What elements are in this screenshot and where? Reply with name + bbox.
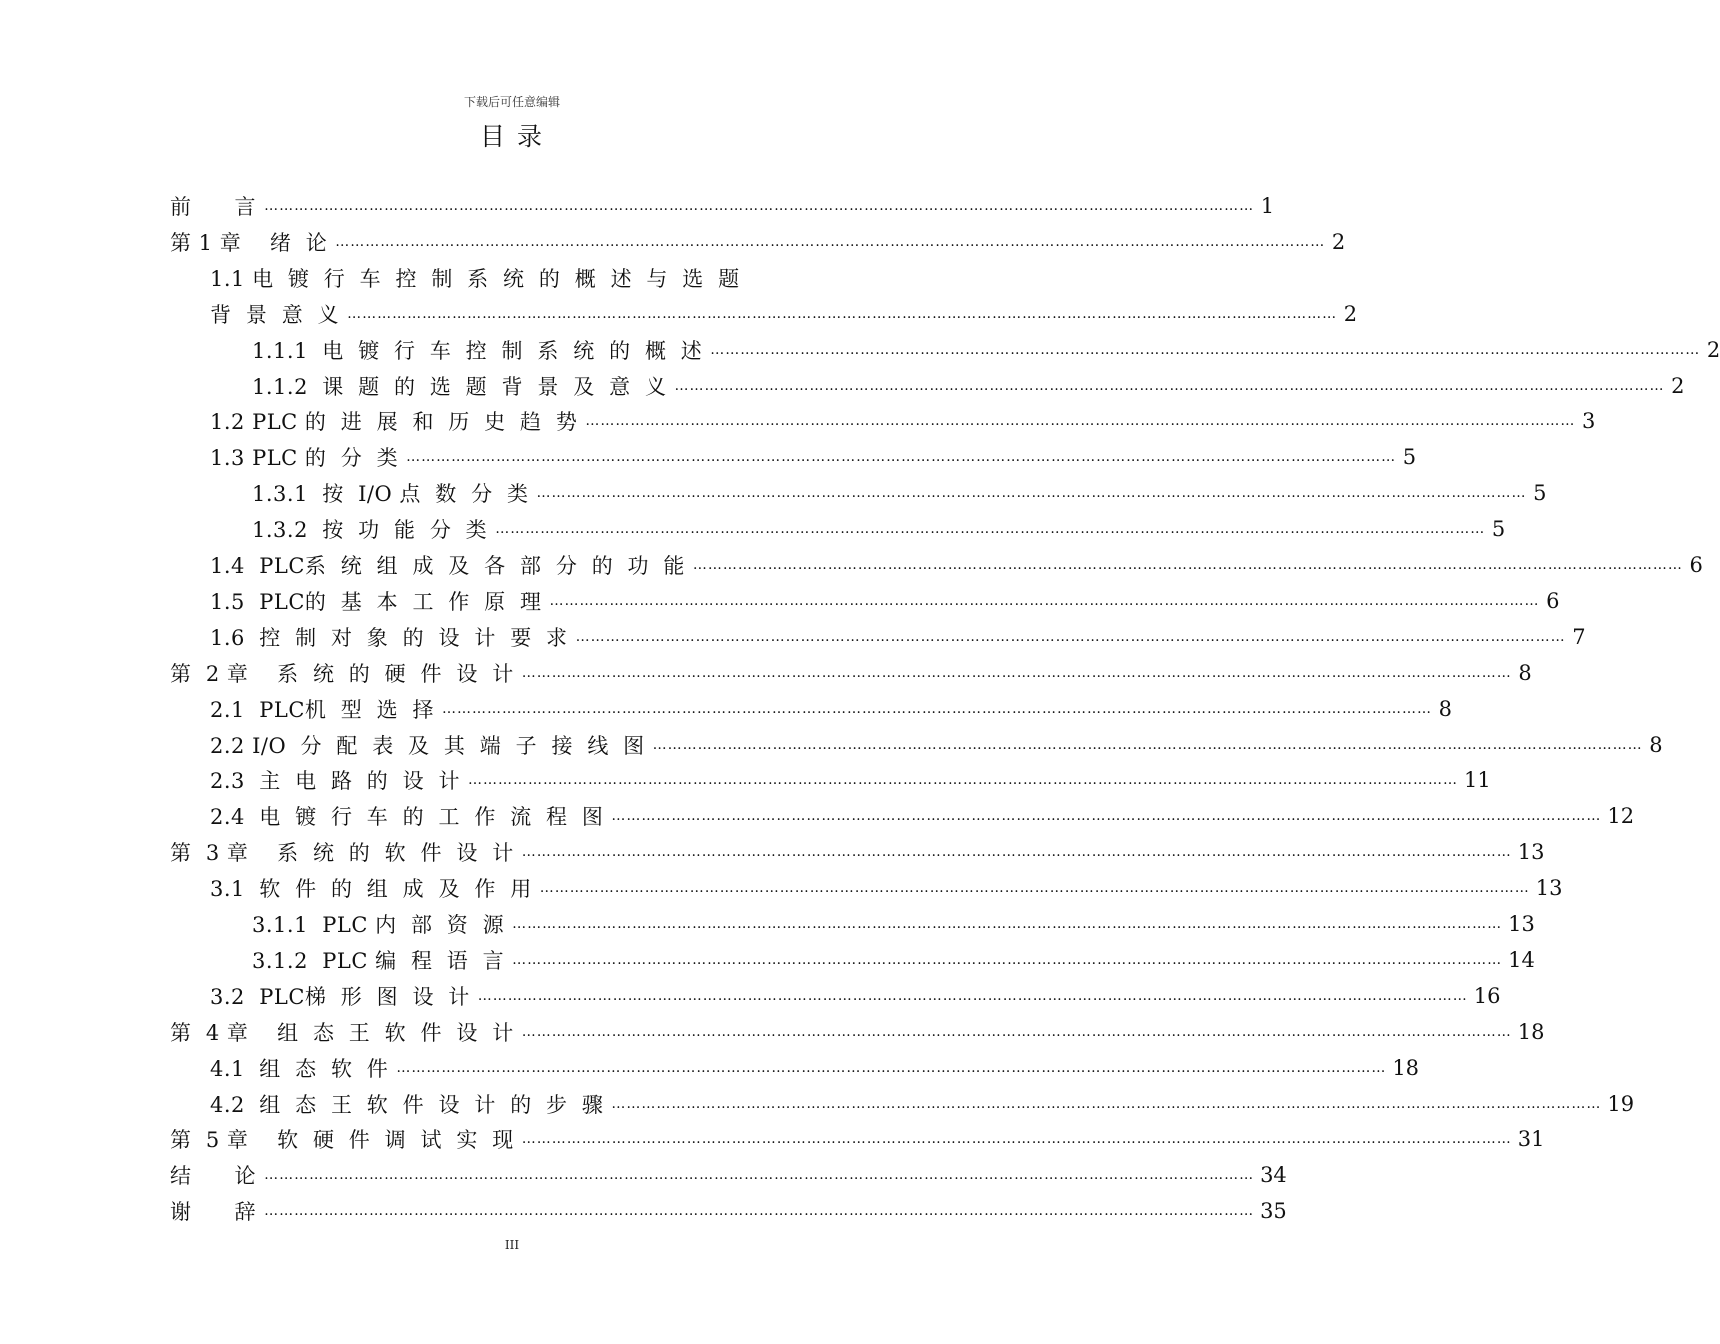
toc-dot-leader: ……………………………………………………………………………………………………………………………………………………………………………… (441, 700, 1432, 717)
toc-entry-page: 35 (1260, 1199, 1287, 1224)
toc-entry-label: 谢 辞 (170, 1200, 257, 1225)
toc-dot-leader: ……………………………………………………………………………………………………………………………………………………………………………… (521, 1131, 1512, 1148)
toc-entry[interactable] (252, 945, 1535, 975)
toc-dot-leader: ……………………………………………………………………………………………………………………………………………………………………………… (512, 951, 1503, 968)
toc-entry-page: 11 (1464, 768, 1491, 793)
toc-entry-label: 2.1 PLC机 型 选 择 (210, 697, 434, 722)
toc-entry-label: 第 1 章 绪 论 (170, 230, 328, 255)
toc-entry[interactable] (210, 586, 1560, 616)
toc-entry-page: 19 (1607, 1091, 1635, 1116)
toc-entry[interactable] (170, 191, 1275, 221)
toc-entry[interactable] (210, 550, 1703, 580)
toc-entry-label: 3.1 软 件 的 组 成 及 作 用 (210, 877, 532, 902)
toc-dot-leader: ……………………………………………………………………………………………………………………………………………………………………………… (406, 449, 1397, 466)
toc-dot-leader: ……………………………………………………………………………………………………………………………………………………………………………… (521, 664, 1512, 681)
toc-entry-label: 3.2 PLC梯 形 图 设 计 (210, 984, 470, 1009)
toc-dot-leader: ……………………………………………………………………………………………………………………………………………………………………………… (264, 198, 1255, 214)
toc-entry-page: 2 (1706, 337, 1720, 362)
toc-entry-page: 13 (1517, 840, 1545, 865)
toc-entry[interactable] (252, 371, 1685, 401)
toc-entry[interactable] (170, 837, 1545, 867)
toc-entry-label: 第 5 章 软 硬 件 调 试 实 现 (170, 1128, 514, 1153)
toc-dot-leader: ……………………………………………………………………………………………………………………………………………………………………………… (264, 1203, 1255, 1220)
page-title: 目 录 (480, 122, 544, 151)
toc-entry[interactable] (170, 1196, 1287, 1226)
toc-entry-page: 8 (1438, 696, 1452, 721)
toc-entry-page: 5 (1533, 481, 1547, 506)
toc-entry-label: 1.5 PLC的 基 本 工 作 原 理 (210, 589, 542, 614)
toc-dot-leader: ……………………………………………………………………………………………………………………………………………………………………………… (512, 916, 1503, 932)
page-number-footer: III (504, 1238, 520, 1252)
toc-entry-page: 8 (1518, 660, 1532, 685)
toc-dot-leader: ……………………………………………………………………………………………………………………………………………………………………………… (536, 485, 1527, 502)
toc-entry-page: 5 (1491, 517, 1506, 542)
toc-entry[interactable] (210, 873, 1563, 903)
toc-entry[interactable] (210, 730, 1663, 760)
toc-entry[interactable] (210, 1053, 1420, 1083)
toc-entry-label: 4.2 组 态 王 软 件 设 计 的 步 骤 (210, 1092, 604, 1117)
toc-entry-page: 14 (1508, 947, 1535, 972)
toc-entry[interactable] (210, 694, 1452, 724)
toc-entry-page: 34 (1260, 1163, 1287, 1188)
toc-entry-page: 18 (1517, 1019, 1545, 1044)
toc-entry-page: 2 (1671, 373, 1685, 398)
toc-dot-leader: ……………………………………………………………………………………………………………………………………………………………………………… (539, 880, 1530, 897)
toc-dot-leader: ……………………………………………………………………………………………………………………………………………………………………………… (264, 1167, 1255, 1184)
toc-entry-label: 1.3.2 按 功 能 分 类 (252, 518, 488, 543)
toc-entry[interactable] (210, 406, 1596, 436)
toc-entry-label: 1.1.1 电 镀 行 车 控 制 系 统 的 概 述 (252, 338, 703, 363)
toc-dot-leader: ……………………………………………………………………………………………………………………………………………………………………………… (477, 987, 1468, 1004)
toc-entry[interactable] (210, 442, 1417, 472)
toc-dot-leader: ……………………………………………………………………………………………………………………………………………………………………………… (692, 557, 1683, 573)
toc-entry[interactable] (210, 981, 1501, 1011)
toc-entry-label: 2.2 I/O 分 配 表 及 其 端 子 接 线 图 (210, 733, 645, 758)
toc-entry-label: 1.3 PLC 的 分 类 (210, 446, 399, 471)
toc-dot-leader: ……………………………………………………………………………………………………………………………………………………………………………… (495, 521, 1486, 538)
toc-dot-leader: ……………………………………………………………………………………………………………………………………………………………………………… (611, 808, 1602, 825)
toc-entry-page: 6 (1689, 553, 1703, 577)
toc-dot-leader: ……………………………………………………………………………………………………………………………………………………………………………… (396, 1059, 1387, 1076)
toc-entry[interactable] (252, 335, 1720, 365)
toc-entry[interactable] (210, 765, 1491, 795)
toc-entry-page: 13 (1535, 876, 1563, 901)
toc-entry-page: 1 (1260, 194, 1275, 218)
toc-entry[interactable] (170, 1160, 1287, 1190)
toc-entry-page: 13 (1508, 912, 1535, 936)
toc-entry-label: 2.4 电 镀 行 车 的 工 作 流 程 图 (210, 805, 604, 830)
toc-entry-label: 3.1.1 PLC 内 部 资 源 (252, 913, 505, 937)
toc-entry-page: 18 (1392, 1055, 1420, 1080)
toc-dot-leader: ……………………………………………………………………………………………………………………………………………………………………………… (575, 628, 1566, 645)
toc-entry[interactable] (170, 227, 1346, 257)
toc-entry-page: 3 (1581, 409, 1596, 434)
toc-entry[interactable] (170, 1017, 1545, 1047)
toc-entry[interactable] (210, 622, 1586, 652)
toc-entry[interactable] (210, 263, 818, 293)
toc-entry[interactable] (252, 909, 1535, 939)
toc-dot-leader: ……………………………………………………………………………………………………………………………………………………………………………… (674, 377, 1665, 394)
toc-dot-leader: ……………………………………………………………………………………………………………………………………………………………………………… (521, 844, 1512, 861)
toc-entry-label: 3.1.2 PLC 编 程 语 言 (252, 948, 505, 973)
toc-entry-page: 2 (1331, 229, 1346, 254)
toc-entry-label: 1.6 控 制 对 象 的 设 计 要 求 (210, 625, 568, 650)
toc-entry-label: 2.3 主 电 路 的 设 计 (210, 769, 460, 794)
toc-entry[interactable] (210, 299, 1358, 329)
toc-dot-leader: ……………………………………………………………………………………………………………………………………………………………………………… (335, 233, 1326, 250)
toc-entry[interactable] (170, 1124, 1545, 1154)
toc-entry-page: 16 (1473, 983, 1501, 1008)
toc-dot-leader: ……………………………………………………………………………………………………………………………………………………………………………… (347, 305, 1338, 322)
toc-dot-leader: ……………………………………………………………………………………………………………………………………………………………………………… (549, 592, 1540, 609)
toc-entry-label: 4.1 组 态 软 件 (210, 1056, 389, 1081)
toc-entry-page: 8 (1649, 732, 1663, 757)
toc-entry[interactable] (210, 1089, 1635, 1119)
toc-entry-label: 1.2 PLC 的 进 展 和 历 史 趋 势 (210, 410, 578, 435)
toc-entry-label: 前 言 (170, 195, 257, 219)
toc-dot-leader: ……………………………………………………………………………………………………………………………………………………………………………… (611, 1095, 1602, 1112)
toc-entry-label: 结 论 (170, 1164, 257, 1189)
header-note: 下载后可任意编辑 (463, 95, 560, 109)
toc-entry-page: 5 (1402, 445, 1417, 470)
toc-entry-page: 7 (1572, 624, 1586, 649)
toc-dot-leader: ……………………………………………………………………………………………………………………………………………………………………………… (710, 341, 1701, 358)
toc-dot-leader: ……………………………………………………………………………………………………………………………………………………………………………… (652, 736, 1643, 753)
toc-entry-label: 第 4 章 组 态 王 软 件 设 计 (170, 1020, 514, 1045)
toc-dot-leader: ……………………………………………………………………………………………………………………………………………………………………………… (468, 772, 1458, 789)
toc-entry[interactable] (252, 478, 1547, 508)
toc-entry-label: 背 景 意 义 (210, 302, 340, 327)
toc-entry-page: 12 (1607, 804, 1635, 829)
toc-entry[interactable] (252, 514, 1506, 544)
toc-entry-label: 1.3.1 按 I/O 点 数 分 类 (252, 482, 529, 507)
toc-entry-label: 第 3 章 系 统 的 软 件 设 计 (170, 841, 514, 866)
toc-entry[interactable] (210, 801, 1635, 831)
toc-entry-page: 31 (1517, 1127, 1545, 1152)
toc-entry-label: 1.1 电 镀 行 车 控 制 系 统 的 概 述 与 选 题 (210, 266, 740, 291)
toc-entry-page: 6 (1546, 588, 1560, 613)
toc-entry-label: 第 2 章 系 统 的 硬 件 设 计 (170, 661, 514, 686)
toc-dot-leader: ……………………………………………………………………………………………………………………………………………………………………………… (521, 1023, 1512, 1040)
toc-entry[interactable] (170, 658, 1532, 688)
toc-entry-label: 1.4 PLC系 统 组 成 及 各 部 分 的 功 能 (210, 554, 685, 578)
toc-dot-leader: ……………………………………………………………………………………………………………………………………………………………………………… (585, 413, 1576, 430)
toc-entry-page: 2 (1343, 301, 1358, 326)
toc-entry-label: 1.1.2 课 题 的 选 题 背 景 及 意 义 (252, 374, 667, 399)
